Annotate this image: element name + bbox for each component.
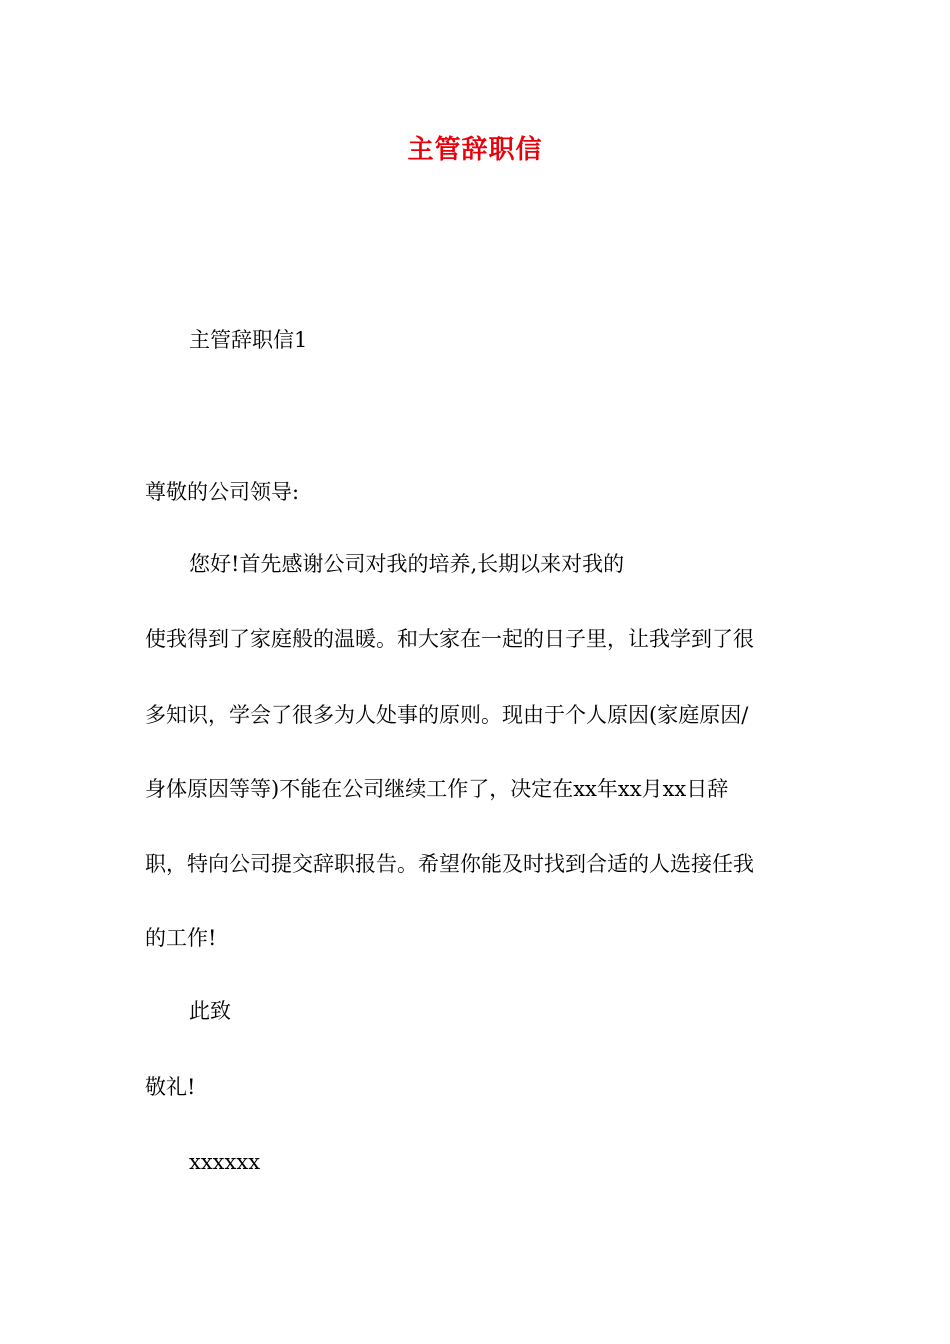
closing-line-1: 此致 (189, 999, 231, 1023)
body-line-4: 身体原因等等)不能在公司继续工作了，决定在xx年xx月xx日辞 (145, 777, 729, 801)
body-line-5: 职，特向公司提交辞职报告。希望你能及时找到合适的人选接任我 (145, 852, 754, 876)
document-title: 主管辞职信 (407, 135, 543, 165)
body-line-2: 使我得到了家庭般的温暖。和大家在一起的日子里，让我学到了很 (145, 627, 754, 651)
salutation: 尊敬的公司领导: (145, 480, 300, 504)
body-line-3: 多知识，学会了很多为人处事的原则。现由于个人原因(家庭原因/ (145, 703, 749, 727)
signature: xxxxxx (189, 1150, 261, 1174)
section-heading: 主管辞职信1 (189, 328, 308, 352)
closing-line-2: 敬礼! (145, 1075, 196, 1099)
body-line-1: 您好!首先感谢公司对我的培养,长期以来对我的 (189, 552, 625, 576)
body-line-6: 的工作! (145, 926, 217, 950)
